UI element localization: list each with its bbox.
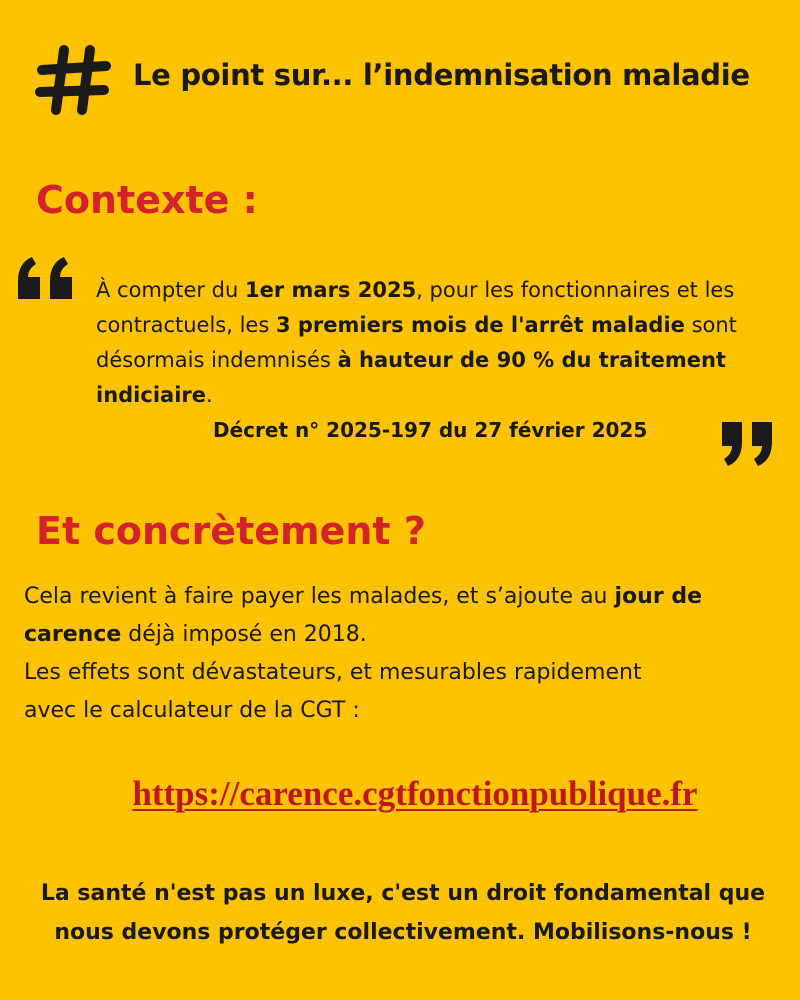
- carence-term-1: jour de: [614, 584, 702, 609]
- closing-line-2: nous devons protéger collectivement. Mobilisons-nous !: [54, 920, 752, 945]
- open-quote-icon: [14, 255, 78, 303]
- concrete-text-1: Cela revient à faire payer les malades, et s’ajoute au: [24, 584, 615, 609]
- concrete-line-4: avec le calculateur de la CGT :: [24, 698, 360, 723]
- quote-text-3: sont désormais indemnisés: [96, 313, 737, 372]
- page-title: Le point sur... l’indemnisation maladie: [133, 58, 750, 92]
- concrete-body: [24, 578, 794, 730]
- context-quote: [96, 273, 786, 413]
- concrete-heading: Et concrètement ?: [36, 509, 426, 553]
- quote-text-1: À compter du: [96, 278, 245, 302]
- calculator-link[interactable]: https://carence.cgtfonctionpublique.fr: [132, 774, 698, 813]
- quote-rate: à hauteur de 90 % du traitement indiciaire: [96, 348, 726, 407]
- quote-date: 1er mars 2025: [245, 278, 417, 302]
- concrete-line-1: [24, 578, 794, 616]
- concrete-line-3: Les effets sont dévastateurs, et mesurables rapidement: [24, 660, 642, 685]
- closing-line-1: La santé n'est pas un luxe, c'est un droit fondamental que: [40, 881, 766, 906]
- concrete-line-2: [24, 616, 794, 654]
- quote-text-4: .: [206, 383, 213, 407]
- closing-statement: [0, 874, 800, 952]
- carence-term-2: carence: [24, 622, 122, 647]
- concrete-text-2: déjà imposé en 2018.: [121, 622, 367, 647]
- quote-duration: 3 premiers mois de l'arrêt maladie: [275, 313, 685, 337]
- decree-reference: Décret n° 2025-197 du 27 février 2025: [213, 418, 648, 442]
- close-quote-icon: [718, 420, 778, 468]
- hashtag-icon: [34, 40, 114, 120]
- quote-text-2: , pour les fonctionnaires et les contractuels, les: [96, 278, 735, 337]
- context-heading: Contexte :: [36, 178, 258, 222]
